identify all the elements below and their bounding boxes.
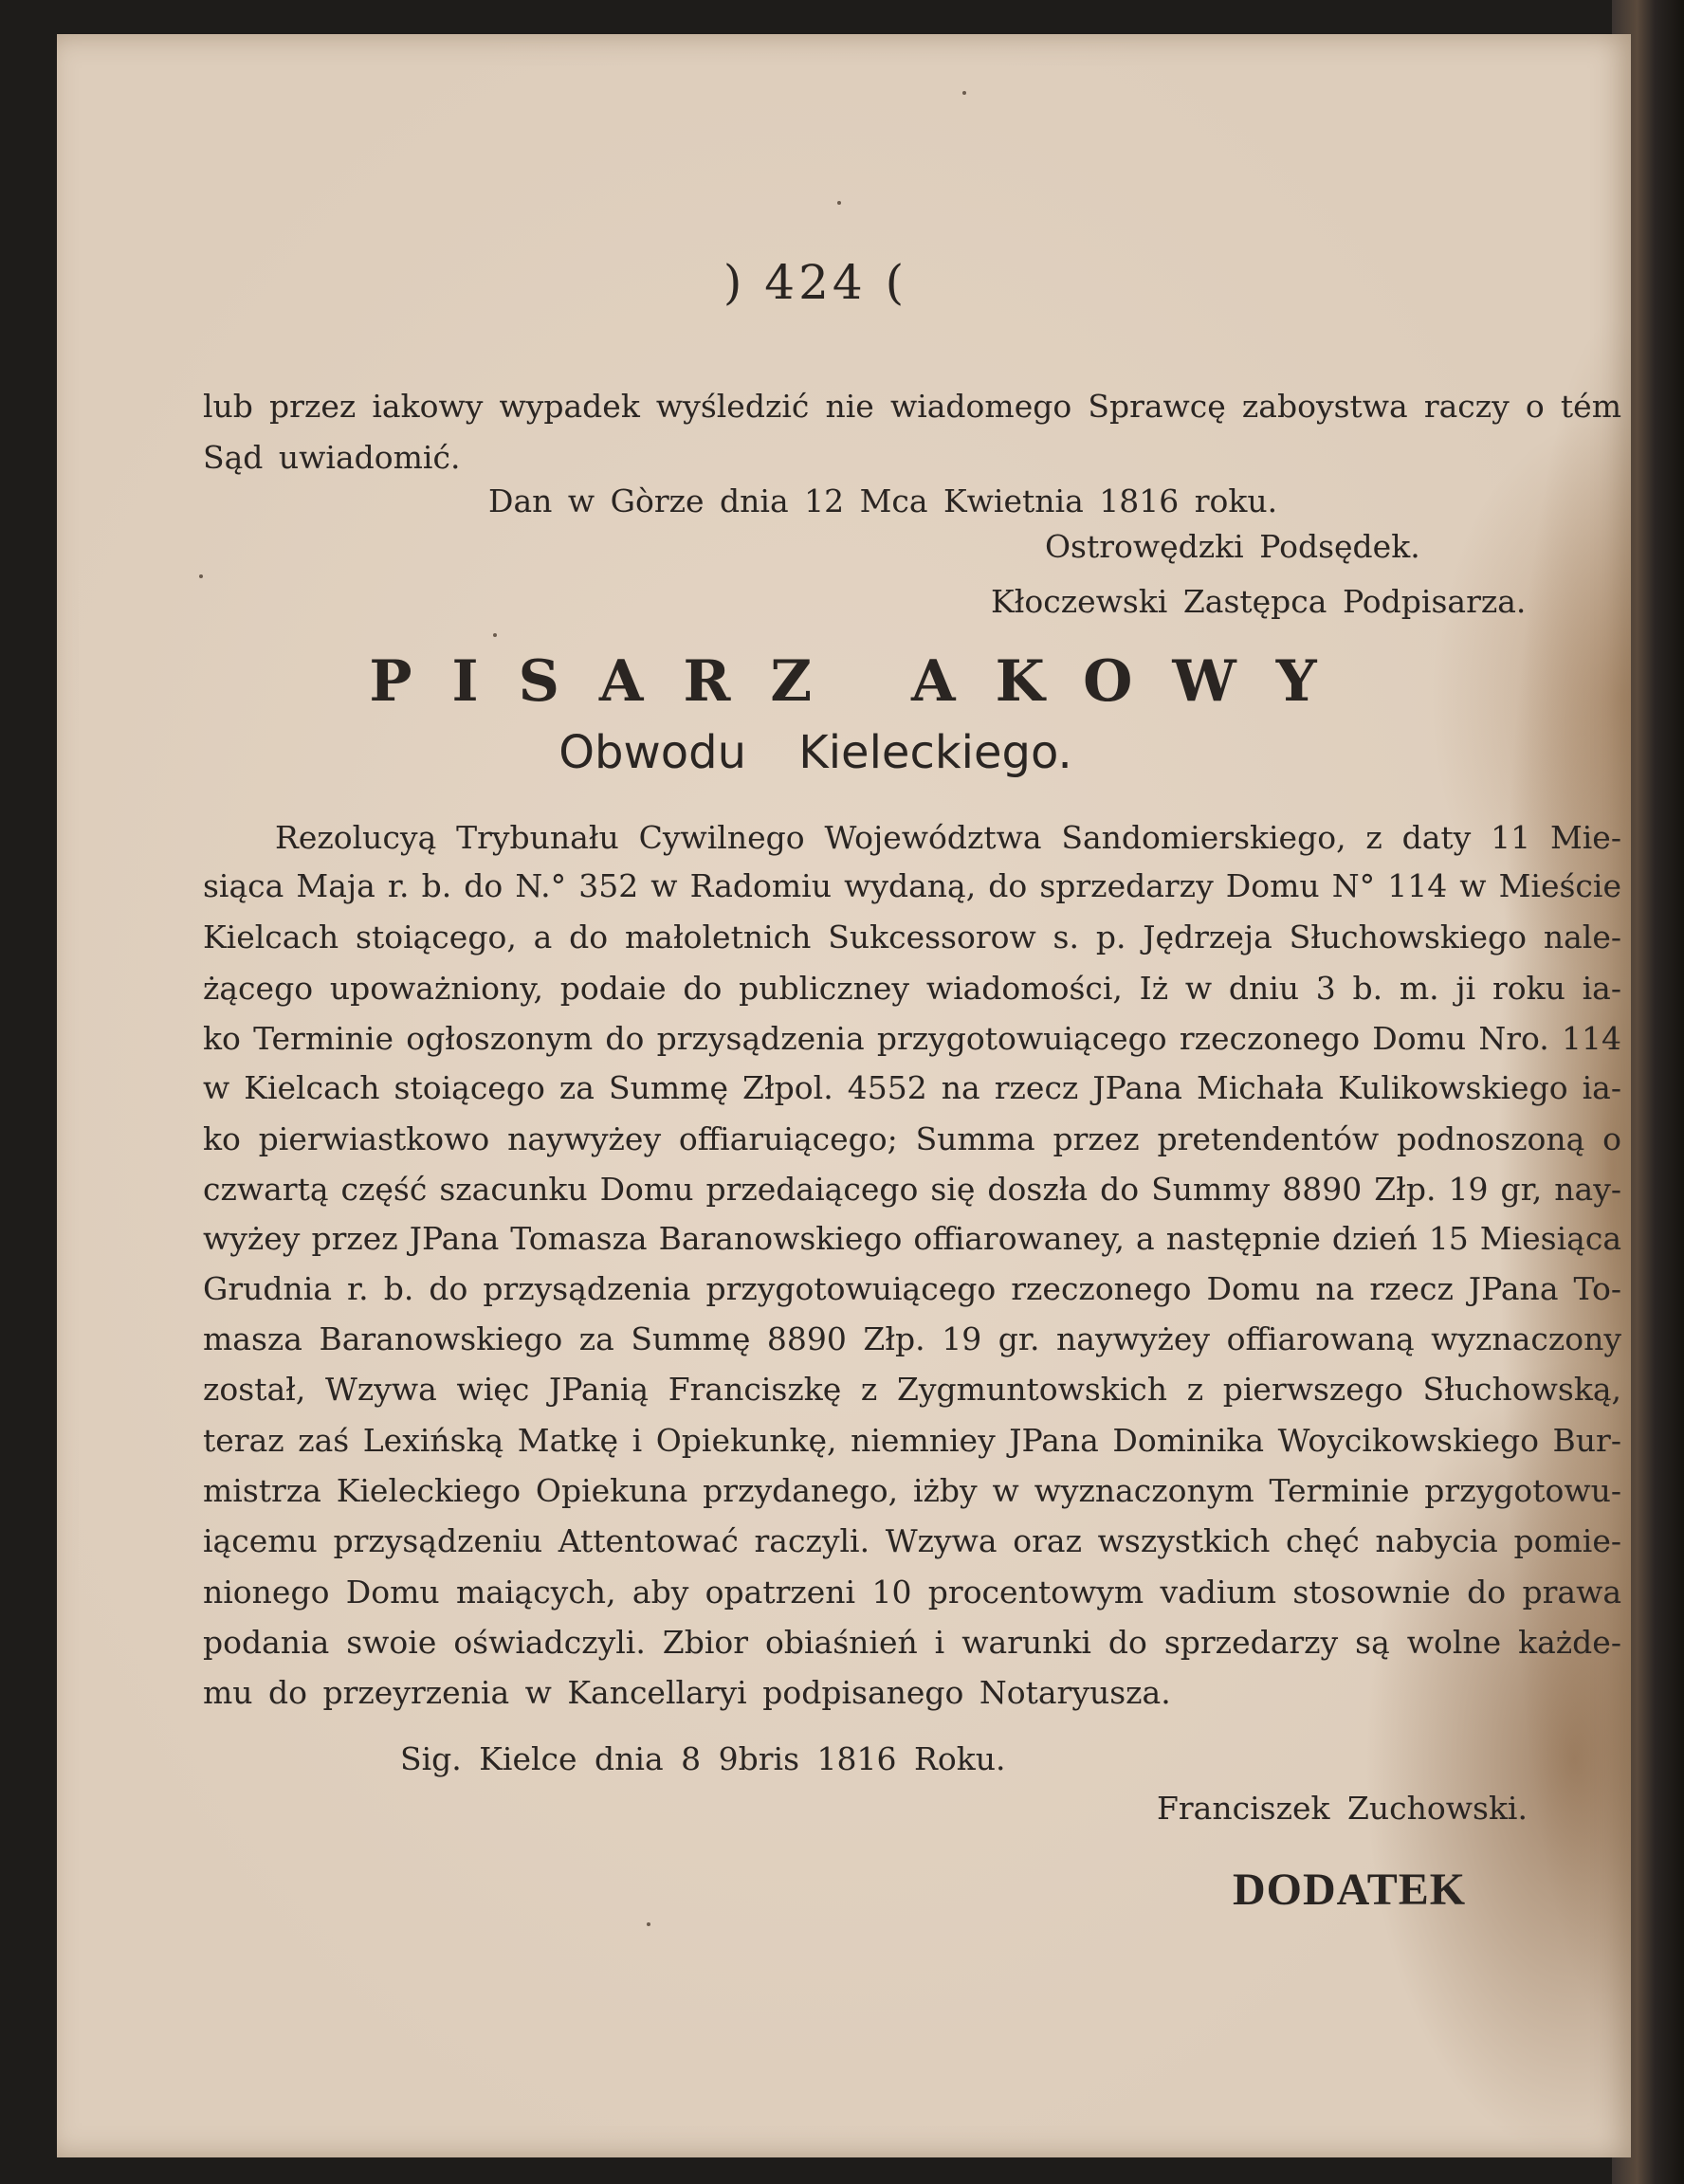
intro-line-2: Sąd uwiadomić.: [203, 439, 461, 476]
paper-speck: [199, 574, 203, 578]
intro-date-line: Dan w Gòrze dnia 12 Mca Kwietnia 1816 roku.: [488, 482, 1278, 519]
body-line-3: Kielcach stoiącego, a do małoletnich Sukcessorow s. p. Jędrzeja Słuchowskiego nale-: [203, 919, 1621, 956]
notice-title: PISARZ AKOWY: [369, 648, 1357, 715]
body-line-4: żącego upoważniony, podaie do publiczney wiadomości, Iż w dniu 3 b. m. ji roku ia-: [203, 970, 1621, 1007]
document-page: [57, 34, 1631, 2157]
body-line-10: Grudnia r. b. do przysądzenia przygotowuiącego rzeczonego Domu na rzecz JPana To-: [203, 1270, 1621, 1307]
intro-signature-1: Ostrowędzki Podsędek.: [1045, 528, 1420, 565]
body-line-2: siąca Maja r. b. do N.° 352 w Radomiu wydaną, do sprzedarzy Domu N° 114 w Mieście: [203, 867, 1621, 904]
closing-place-date: Sig. Kielce dnia 8 9bris 1816 Roku.: [400, 1740, 1006, 1777]
body-line-1: Rezolucyą Trybunału Cywilnego Województwa Sandomierskiego, z daty 11 Mie-: [275, 819, 1621, 856]
body-line-17: podania swoie oświadczyli. Zbior obiaśnień i warunki do sprzedarzy są wolne każde-: [203, 1624, 1621, 1661]
paper-speck: [493, 633, 497, 637]
body-line-18: mu do przeyrzenia w Kancellaryi podpisanego Notaryusza.: [203, 1674, 1171, 1711]
supplement-label: DODATEK: [1233, 1865, 1467, 1915]
notice-subtitle: Obwodu Kieleckiego.: [558, 726, 1072, 779]
body-line-16: nionego Domu maiących, aby opatrzeni 10 procentowym vadium stosownie do prawa: [203, 1574, 1621, 1611]
body-line-9: wyżey przez JPana Tomasza Baranowskiego offiarowaney, a następnie dzień 15 Miesiąca: [203, 1220, 1621, 1257]
paper-speck: [962, 91, 966, 95]
body-line-13: teraz zaś Lexińską Matkę i Opiekunkę, niemniey JPana Dominika Woycikowskiego Bur-: [203, 1422, 1621, 1459]
paper-speck: [837, 201, 841, 205]
body-line-12: został, Wzywa więc JPanią Franciszkę z Zygmuntowskich z pierwszego Słuchowską,: [203, 1371, 1621, 1408]
intro-line-1: lub przez iakowy wypadek wyśledzić nie wiadomego Sprawcę zaboystwa raczy o tém: [203, 388, 1621, 425]
body-line-15: iącemu przysądzeniu Attentować raczyli. Wzywa oraz wszystkich chęć nabycia pomie-: [203, 1522, 1621, 1559]
body-line-11: masza Baranowskiego za Summę 8890 Złp. 19 gr. naywyżey offiarowaną wyznaczony: [203, 1320, 1621, 1357]
closing-signature: Franciszek Zuchowski.: [1157, 1790, 1528, 1827]
page-number: ) 424 (: [723, 255, 908, 310]
intro-signature-2: Kłoczewski Zastępca Podpisarza.: [991, 583, 1527, 620]
body-line-8: czwartą część szacunku Domu przedaiącego się doszła do Summy 8890 Złp. 19 gr, nay-: [203, 1171, 1621, 1208]
body-line-6: w Kielcach stoiącego za Summę Złpol. 4552 na rzecz JPana Michała Kulikowskiego ia-: [203, 1069, 1621, 1106]
body-line-14: mistrza Kieleckiego Opiekuna przydanego, iżby w wyznaczonym Terminie przygotowu-: [203, 1472, 1621, 1509]
paper-speck: [647, 1922, 650, 1926]
body-line-7: ko pierwiastkowo naywyżey offiaruiącego; Summa przez pretendentów podnoszoną o: [203, 1120, 1621, 1157]
body-line-5: ko Terminie ogłoszonym do przysądzenia przygotowuiącego rzeczonego Domu Nro. 114: [203, 1020, 1621, 1057]
